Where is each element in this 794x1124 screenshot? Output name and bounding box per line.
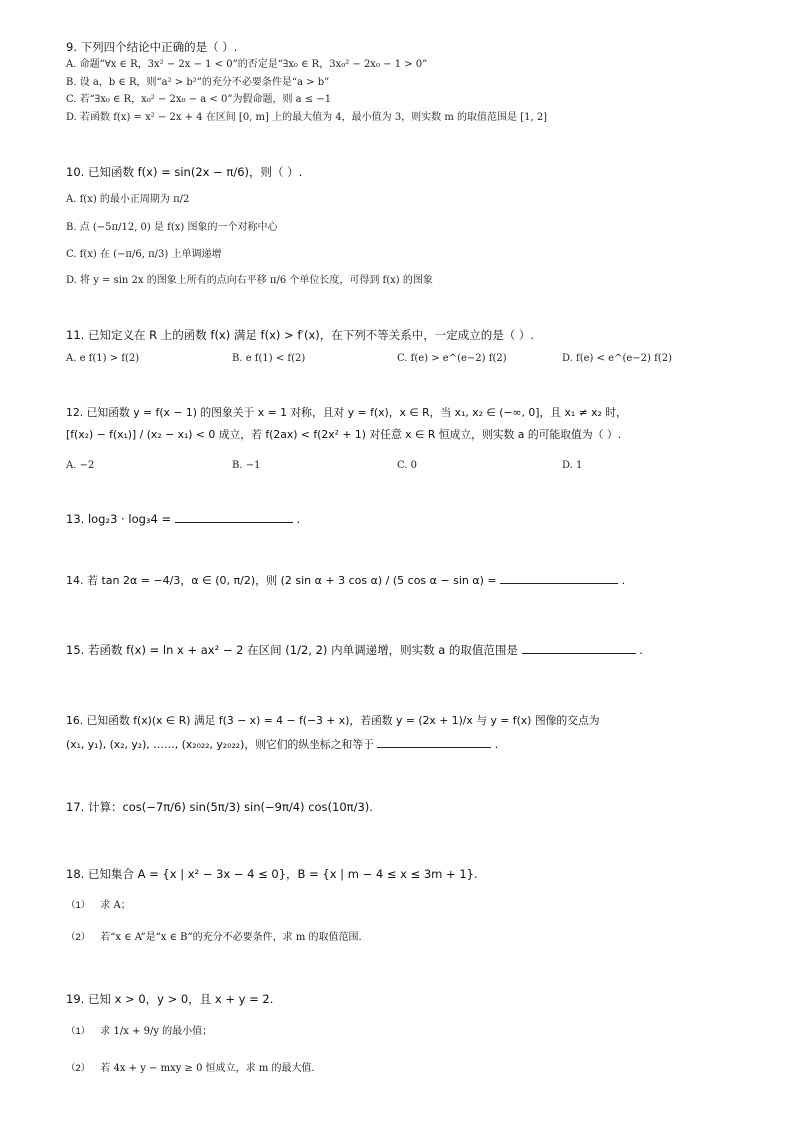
question-9-option-b: B. 设 a，b ∈ R，则“a² > b²”的充分不必要条件是“a > b” [66,77,330,88]
question-17-stem: 17. 计算：cos(−7π/6) sin(5π/3) sin(−9π/4) cos(10π/3). [66,800,373,814]
question-14-stem: 14. 若 tan 2α = −4/3，α ∈ (0, π/2)，则 (2 sin α + 3 cos α) / (5 cos α − sin α) = [66,574,497,587]
question-11-stem: 11. 已知定义在 R 上的函数 f(x) 满足 f(x) > f′(x)，在下列不等关系中，一定成立的是（ ）. [66,328,535,342]
question-16-line2 [66,737,498,752]
part-number: （1） [66,900,91,911]
answer-blank[interactable] [500,573,618,584]
question-15 [66,643,643,657]
part-number: （1） [66,1026,91,1037]
question-11-option-d: D. f(e) < e^(e−2) f(2) [562,353,672,364]
question-9-option-c: C. 若“∃x₀ ∈ R，x₀² − 2x₀ − a < 0”为假命题，则 a ≤ −1 [66,94,332,105]
question-10-option-d: D. 将 y = sin 2x 的图象上所有的点向右平移 π/6 个单位长度，可得到 f(x) 的图象 [66,275,433,286]
question-12-option-b: B. −1 [232,460,261,471]
part-text: 求 A； [100,900,131,911]
question-19-part-1 [66,1025,212,1038]
question-12-stem-line1: 12. 已知函数 y = f(x − 1) 的图象关于 x = 1 对称，且对 y = f(x)，x ∈ R，当 x₁, x₂ ∈ (−∞, 0]，且 x₁ ≠ x₂ 时， [66,406,627,419]
question-10-option-a: A. f(x) 的最小正周期为 π/2 [66,194,190,205]
question-16-stem-line2: (x₁, y₁), (x₂, y₂), ……, (x₂₀₂₂, y₂₀₂₂)，则它们的纵坐标之和等于 [66,738,374,751]
question-11-option-b: B. e f(1) < f(2) [232,353,306,364]
question-18-part-2 [66,931,362,944]
question-11-option-c: C. f(e) > e^(e−2) f(2) [397,353,507,364]
question-10-stem: 10. 已知函数 f(x) = sin(2x − π/6)，则（ ）. [66,165,303,179]
question-10-option-c: C. f(x) 在 (−π/6, π/3) 上单调递增 [66,249,222,260]
answer-blank[interactable] [175,512,293,523]
question-13-stem: 13. log₂3 · log₃4 = [66,512,172,526]
answer-blank[interactable] [522,643,636,654]
question-12-stem-line2: [f(x₂) − f(x₁)] / (x₂ − x₁) < 0 成立，若 f(2ax) < f(2x² + 1) 对任意 x ∈ R 恒成立，则实数 a 的可能取值为（ ）. [66,428,622,441]
question-19-part-2 [66,1062,315,1075]
question-9-option-a: A. 命题“∀x ∈ R，3x² − 2x − 1 < 0”的否定是“∃x₀ ∈ R，3x₀² − 2x₀ − 1 > 0” [66,59,428,70]
question-15-end: . [639,643,643,657]
question-13-end: . [296,512,301,526]
part-text: 求 1/x + 9/y 的最小值； [100,1026,213,1037]
question-9-option-d: D. 若函数 f(x) = x² − 2x + 4 在区间 [0, m] 上的最大值为 4，最小值为 3，则实数 m 的取值范围是 [1, 2] [66,112,548,123]
question-10-option-b: B. 点 (−5π/12, 0) 是 f(x) 图象的一个对称中心 [66,222,278,233]
question-12-option-d: D. 1 [562,460,583,471]
question-14-end: . [621,574,626,587]
answer-blank[interactable] [377,737,491,748]
part-text: 若“x ∈ A”是“x ∈ B”的充分不必要条件，求 m 的取值范围. [100,932,362,943]
question-14 [66,573,625,588]
question-19-stem: 19. 已知 x > 0，y > 0，且 x + y = 2. [66,992,274,1006]
question-11-option-a: A. e f(1) > f(2) [66,353,140,364]
part-text: 若 4x + y − mxy ≥ 0 恒成立，求 m 的最大值. [100,1063,315,1074]
question-18-stem: 18. 已知集合 A = {x | x² − 3x − 4 ≤ 0}，B = {x | m − 4 ≤ x ≤ 3m + 1}. [66,867,478,881]
question-16-stem-line1: 16. 已知函数 f(x)(x ∈ R) 满足 f(3 − x) = 4 − f(−3 + x)，若函数 y = (2x + 1)/x 与 y = f(x) 图像的交点为 [66,714,600,727]
question-12-option-a: A. −2 [66,460,95,471]
question-15-stem: 15. 若函数 f(x) = ln x + ax² − 2 在区间 (1/2, 2) 内单调递增，则实数 a 的取值范围是 [66,643,518,657]
part-number: （2） [66,932,91,943]
part-number: （2） [66,1063,91,1074]
question-18-part-1 [66,899,131,912]
question-9-stem: 9. 下列四个结论中正确的是（ ）. [66,40,238,54]
question-13 [66,512,300,526]
question-16-end: . [494,738,499,751]
question-12-option-c: C. 0 [397,460,418,471]
